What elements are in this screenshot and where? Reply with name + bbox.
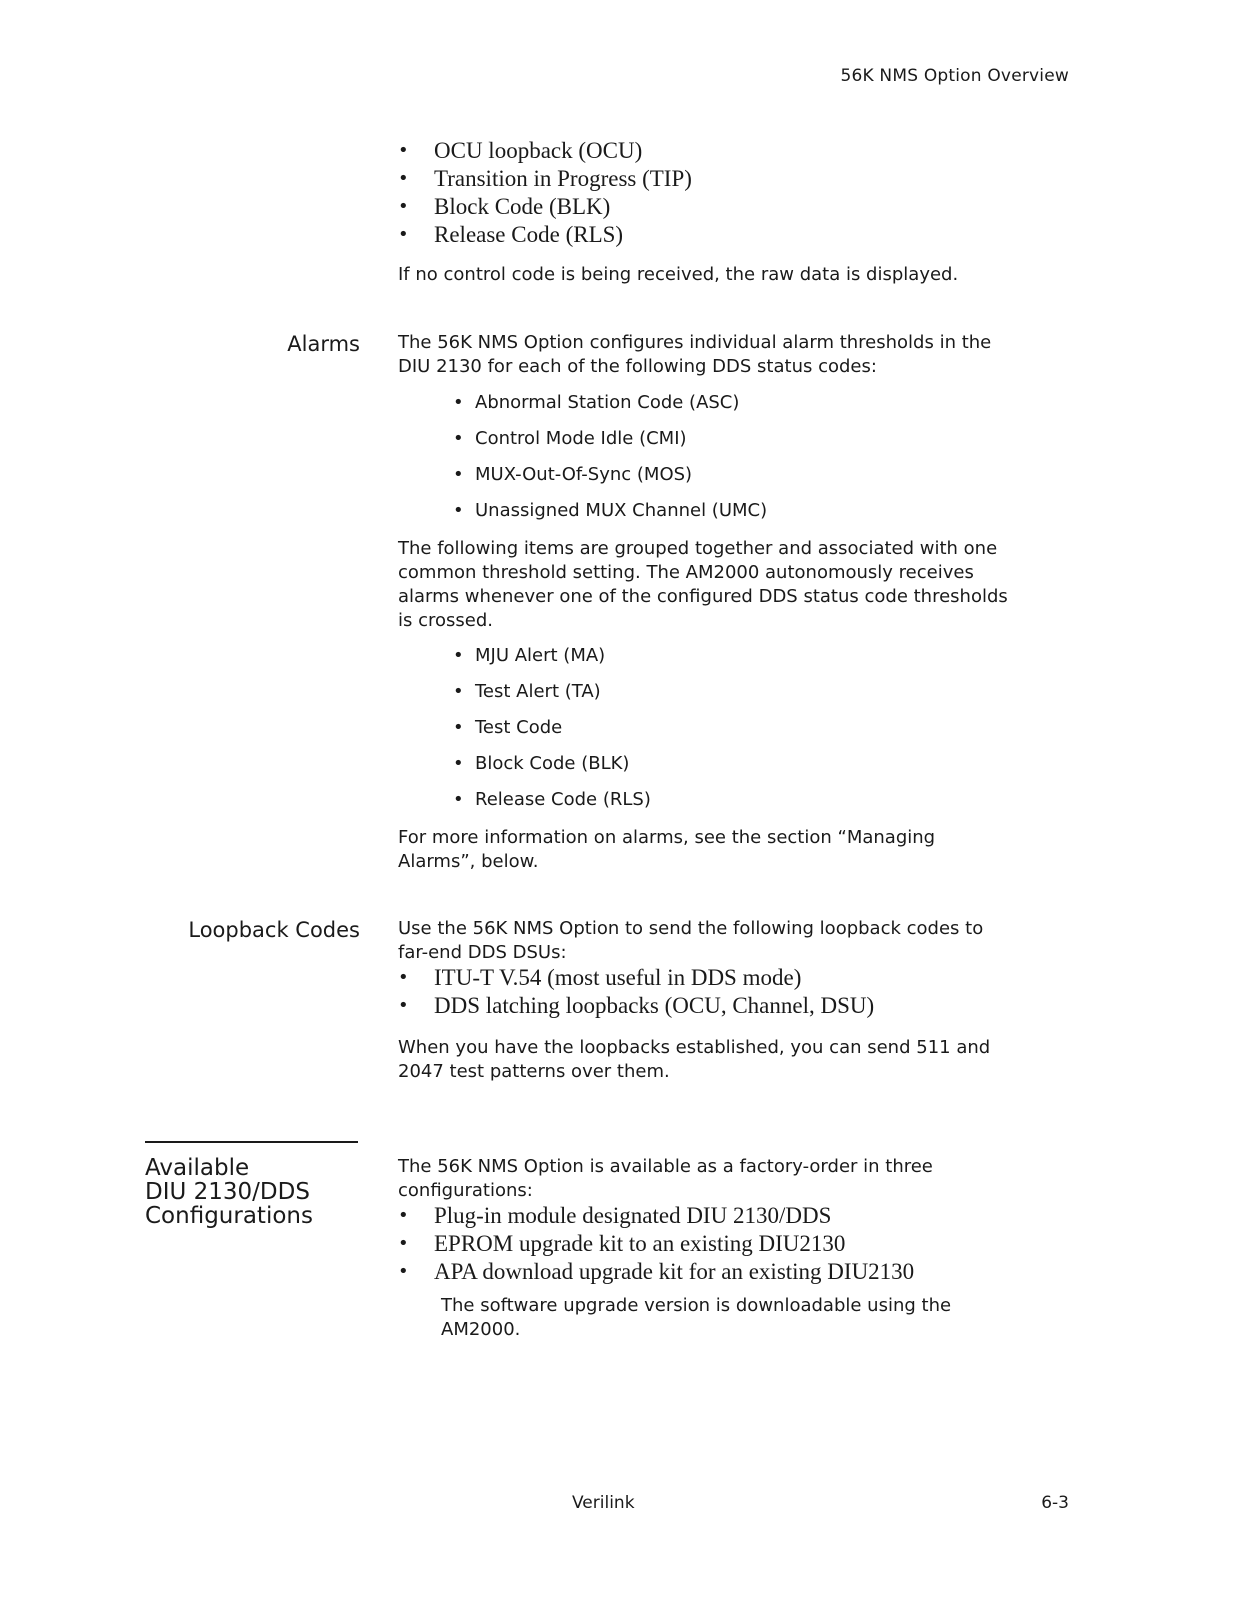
- list-item: • Plug-in module designated DIU 2130/DDS: [398, 1203, 832, 1228]
- text-line: For more information on alarms, see the section “Managing: [398, 827, 936, 848]
- section-divider: [145, 1141, 358, 1143]
- intro-list: [398, 137, 1098, 249]
- text-line: The following items are grouped together and associated with one: [398, 538, 998, 559]
- upgrade-note: [441, 1294, 1061, 1342]
- available-configurations-heading: [145, 1156, 385, 1228]
- alarm-codes-list: [453, 391, 767, 535]
- list-item: • Block Code (BLK): [398, 194, 611, 219]
- list-item: • OCU loopback (OCU): [398, 138, 643, 163]
- alarms-intro-paragraph: [398, 331, 1098, 379]
- text-line: The 56K NMS Option configures individual alarm thresholds in the: [398, 332, 992, 353]
- footer-company: Verilink: [572, 1493, 635, 1513]
- alarms-reference-paragraph: [398, 826, 1098, 874]
- text-line: configurations:: [398, 1180, 533, 1201]
- list-item: • Abnormal Station Code (ASC): [453, 392, 740, 413]
- heading-line: DIU 2130/DDS: [145, 1179, 310, 1205]
- alarms-grouping-paragraph: [398, 537, 1098, 633]
- list-item: • EPROM upgrade kit to an existing DIU2130: [398, 1231, 846, 1256]
- text-line: DIU 2130 for each of the following DDS status codes:: [398, 356, 877, 377]
- alarms-heading: Alarms: [287, 332, 360, 356]
- heading-line: Available: [145, 1155, 250, 1181]
- list-item: • Control Mode Idle (CMI): [453, 428, 687, 449]
- text-line: alarms whenever one of the configured DDS status code thresholds: [398, 586, 1008, 607]
- list-item: • Release Code (RLS): [453, 789, 651, 810]
- loopback-heading: Loopback Codes: [188, 918, 360, 942]
- text-line: common threshold setting. The AM2000 autonomously receives: [398, 562, 974, 583]
- loopback-note-paragraph: [398, 1036, 1098, 1084]
- text-line: The software upgrade version is downloadable using the: [441, 1295, 952, 1316]
- list-item: • Block Code (BLK): [453, 753, 630, 774]
- text-line: Alarms”, below.: [398, 851, 539, 872]
- list-item: • MUX-Out-Of-Sync (MOS): [453, 464, 693, 485]
- list-item: • ITU-T V.54 (most useful in DDS mode): [398, 965, 802, 990]
- available-intro-paragraph: [398, 1155, 1098, 1203]
- text-line: is crossed.: [398, 610, 493, 631]
- list-item: • Test Alert (TA): [453, 681, 601, 702]
- list-item: • Unassigned MUX Channel (UMC): [453, 500, 768, 521]
- page-number: 6-3: [1041, 1493, 1069, 1513]
- text-line: far-end DDS DSUs:: [398, 942, 567, 963]
- list-item: • MJU Alert (MA): [453, 645, 606, 666]
- text-line: When you have the loopbacks established, you can send 511 and: [398, 1037, 991, 1058]
- list-item: • Release Code (RLS): [398, 222, 624, 247]
- list-item: • APA download upgrade kit for an existing DIU2130: [398, 1259, 915, 1284]
- loopback-list: [398, 964, 1098, 1020]
- list-item: • Transition in Progress (TIP): [398, 166, 692, 191]
- list-item: • Test Code: [453, 717, 563, 738]
- text-line: Use the 56K NMS Option to send the following loopback codes to: [398, 918, 984, 939]
- text-line: The 56K NMS Option is available as a factory-order in three: [398, 1156, 933, 1177]
- loopback-intro-paragraph: [398, 917, 1098, 965]
- text-line: 2047 test patterns over them.: [398, 1061, 670, 1082]
- intro-note: If no control code is being received, the raw data is displayed.: [398, 264, 959, 285]
- list-item: • DDS latching loopbacks (OCU, Channel, DSU): [398, 993, 875, 1018]
- grouped-alarms-list: [453, 644, 651, 824]
- text-line: AM2000.: [441, 1319, 521, 1340]
- running-header: 56K NMS Option Overview: [840, 66, 1069, 86]
- configurations-list: [398, 1202, 1098, 1286]
- heading-line: Configurations: [145, 1203, 313, 1229]
